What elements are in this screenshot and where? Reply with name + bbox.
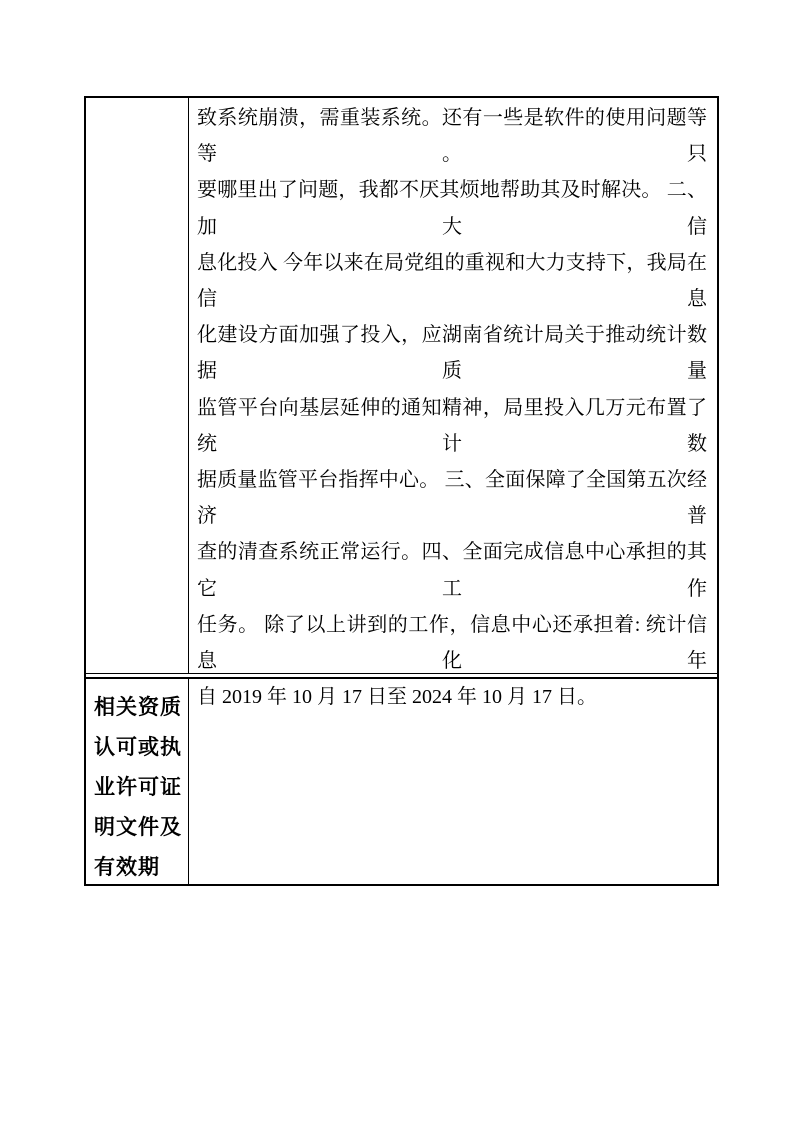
qualification-row	[86, 677, 717, 884]
qualification-label-line: 明文件及	[94, 815, 182, 839]
form-table	[84, 96, 719, 886]
work-summary-line: 查的清查系统正常运行。四、全面完成信息中心承担的其它工作	[197, 541, 707, 600]
qualification-label	[86, 679, 188, 884]
work-summary-row	[86, 98, 717, 674]
work-summary-line: 致系统崩溃，需重装系统。还有一些是软件的使用问题等等。只	[197, 107, 707, 166]
qualification-label-line: 有效期	[94, 855, 160, 879]
work-summary-content-cell	[189, 98, 717, 673]
qualification-label-line: 业许可证	[94, 775, 182, 799]
work-summary-line: 据质量监管平台指挥中心。 三、全面保障了全国第五次经济普	[197, 469, 707, 528]
validity-period-text: 自 2019 年 10 月 17 日至 2024 年 10 月 17 日。	[197, 686, 597, 708]
work-summary-line: 要哪里出了问题，我都不厌其烦地帮助其及时解决。 二、加大信	[197, 179, 707, 238]
qualification-content-cell	[189, 679, 717, 884]
work-summary-paragraph	[189, 98, 717, 673]
work-summary-line: 息化投入 今年以来在局党组的重视和大力支持下，我局在信息	[197, 251, 707, 311]
qualification-label-cell	[86, 679, 189, 884]
qualification-label-line: 相关资质	[94, 695, 182, 719]
work-summary-line: 任务。 除了以上讲到的工作，信息中心还承担着: 统计信息化年	[197, 613, 707, 673]
work-summary-line: 化建设方面加强了投入，应湖南省统计局关于推动统计数据质量	[197, 324, 707, 383]
qualification-label-line: 认可或执	[94, 735, 182, 759]
work-summary-line: 监管平台向基层延伸的通知精神，局里投入几万元布置了统计数	[197, 396, 707, 455]
work-summary-label-cell-empty	[86, 98, 189, 673]
